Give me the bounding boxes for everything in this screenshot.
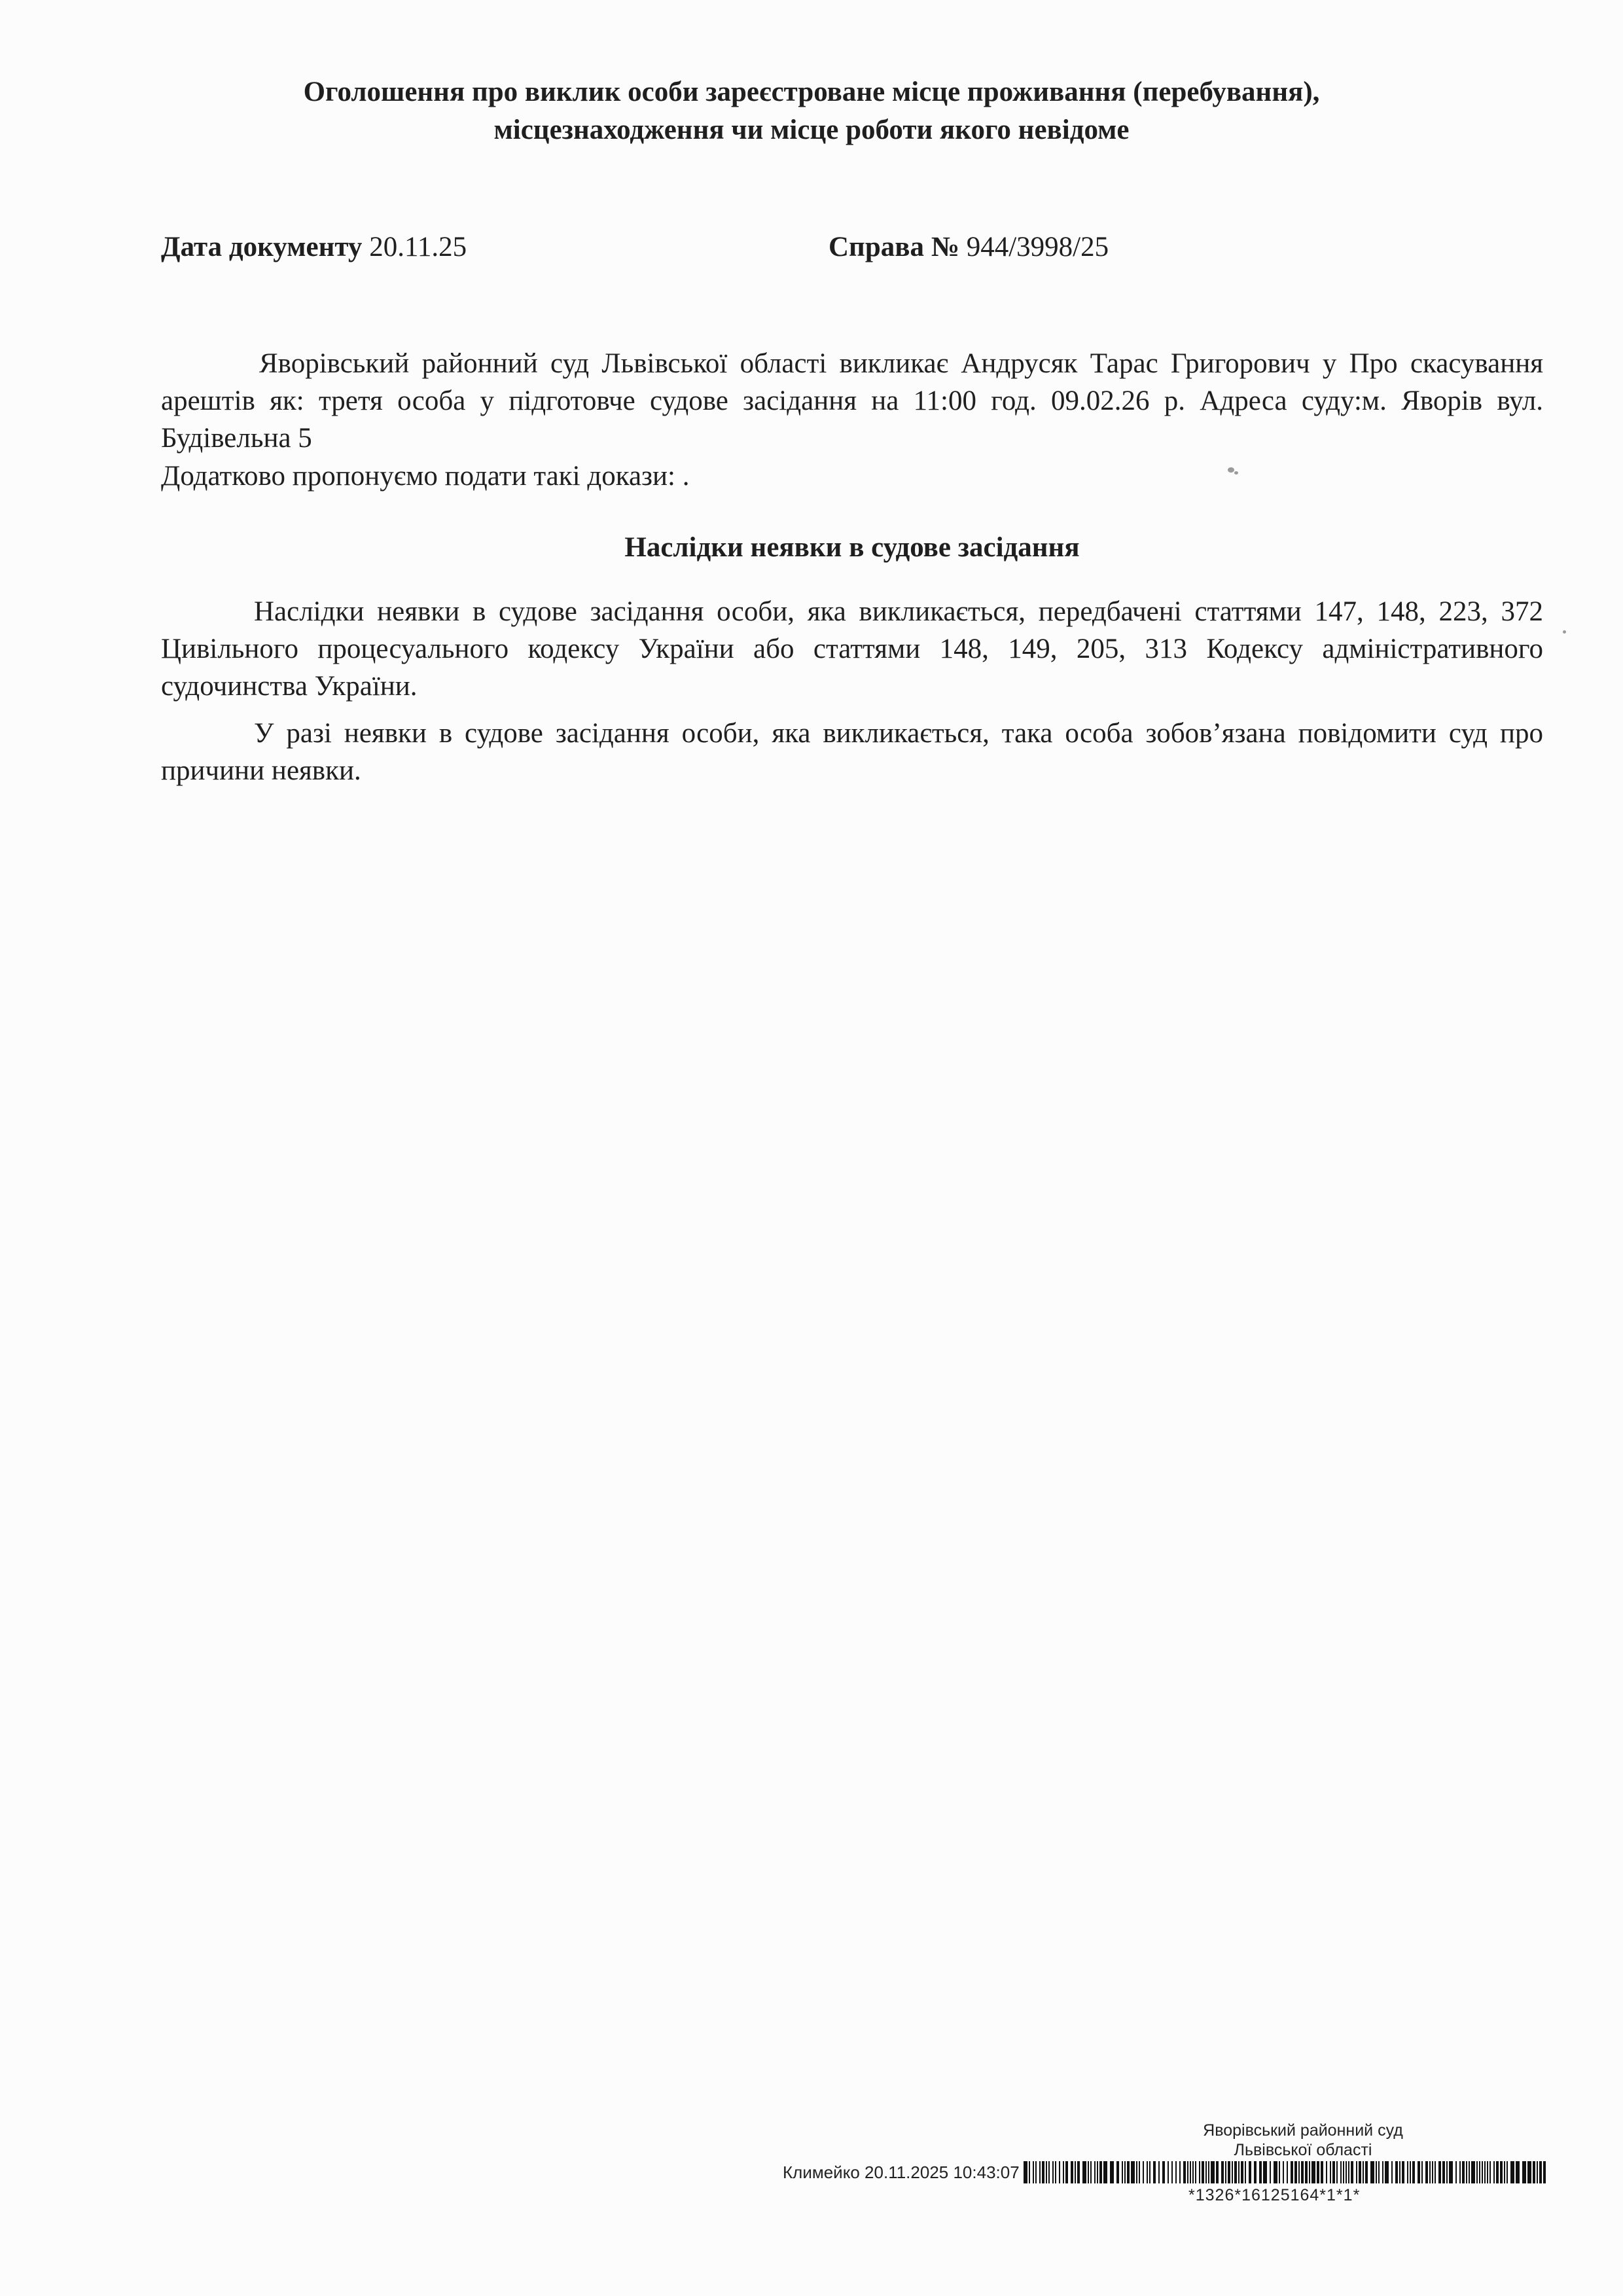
barcode-bar	[1116, 2161, 1119, 2183]
barcode-bar	[1024, 2161, 1027, 2183]
barcode-bar	[1399, 2161, 1400, 2183]
barcode-bar	[1421, 2161, 1423, 2183]
barcode-bar	[1487, 2161, 1488, 2183]
scan-speck	[1563, 630, 1566, 634]
barcode-bar	[1500, 2161, 1503, 2183]
barcode-bar	[1063, 2161, 1064, 2183]
barcode-bar	[1171, 2161, 1173, 2183]
barcode-bar	[1099, 2161, 1102, 2183]
barcode-bar	[1449, 2161, 1453, 2183]
additional-evidence-paragraph: Додатково пропонуємо подати такі докази: .	[161, 461, 690, 492]
barcode-bar	[1365, 2161, 1368, 2183]
barcode-bar	[1225, 2161, 1226, 2183]
barcode-bar	[1183, 2161, 1186, 2183]
barcode-bar	[1391, 2161, 1393, 2183]
barcode-bar	[1356, 2161, 1357, 2183]
barcode-bar	[1459, 2161, 1461, 2183]
stamp-clerk-row	[783, 2161, 1547, 2183]
barcode-bar	[1147, 2161, 1148, 2183]
barcode-bar	[1326, 2161, 1327, 2183]
barcode-bar	[1305, 2161, 1308, 2183]
stamp-court-line-1: Яворівський районний суд	[1203, 2121, 1403, 2140]
barcode-bar	[1469, 2161, 1470, 2183]
barcode-bar	[1039, 2161, 1041, 2183]
case-label: Справа №	[829, 232, 959, 262]
barcode-bar	[1279, 2161, 1280, 2183]
barcode-bar	[1539, 2161, 1542, 2183]
barcode-bar	[1321, 2161, 1323, 2183]
stamp-court-line-2: Львівської області	[1234, 2141, 1372, 2159]
barcode-bar	[1287, 2161, 1288, 2183]
barcode-bar	[1238, 2161, 1240, 2183]
barcode-bar	[1507, 2161, 1508, 2183]
title-line-1: Оголошення про виклик особи зареєстроване місце проживання (перебування),	[303, 77, 1320, 107]
barcode-bar	[1301, 2161, 1304, 2183]
document-date	[161, 229, 467, 266]
barcode-bar	[1291, 2161, 1293, 2183]
barcode-bar	[1035, 2161, 1037, 2183]
barcode-bar	[1274, 2161, 1277, 2183]
barcode-bar	[1496, 2161, 1499, 2183]
barcode-bar	[1378, 2161, 1380, 2183]
barcode-bar	[1029, 2161, 1030, 2183]
barcode-bar	[1059, 2161, 1060, 2183]
barcode-bar	[1110, 2161, 1114, 2183]
barcode-bar	[1471, 2161, 1475, 2183]
barcode-bar	[1162, 2161, 1165, 2183]
barcode-bar	[1254, 2161, 1257, 2183]
date-value: 20.11.25	[369, 232, 467, 262]
stamp-court-name	[1162, 2121, 1444, 2160]
barcode-bar	[1205, 2161, 1207, 2183]
barcode-bar	[1294, 2161, 1297, 2183]
barcode-bar	[1412, 2161, 1415, 2183]
barcode-bar	[1168, 2161, 1169, 2183]
barcode-bar	[1270, 2161, 1271, 2183]
barcode-bar	[1432, 2161, 1433, 2183]
stamp-clerk-timestamp: Климейко 20.11.2025 10:43:07	[783, 2162, 1020, 2182]
case-number	[829, 229, 1109, 266]
barcode-bar	[1493, 2161, 1495, 2183]
barcode-bar	[1259, 2161, 1262, 2183]
barcode-bar	[1446, 2161, 1448, 2183]
barcode-bar	[1340, 2161, 1342, 2183]
barcode-bar	[1346, 2161, 1347, 2183]
barcode-bar	[1343, 2161, 1344, 2183]
barcode-bar	[1075, 2161, 1076, 2183]
consequences-heading: Наслідки неявки в судове засідання	[624, 532, 1080, 563]
barcode-bar	[1311, 2161, 1315, 2183]
barcode-bar	[1249, 2161, 1251, 2183]
barcode	[1024, 2161, 1547, 2183]
barcode-bar	[1202, 2161, 1204, 2183]
barcode-bar	[1429, 2161, 1431, 2183]
scan-speck	[1228, 467, 1234, 473]
barcode-bar	[1382, 2161, 1383, 2183]
scan-speck	[1234, 471, 1238, 475]
barcode-bar	[1143, 2161, 1144, 2183]
registration-stamp	[783, 2121, 1545, 2232]
barcode-bar	[1122, 2161, 1123, 2183]
barcode-bar	[1435, 2161, 1436, 2183]
barcode-bar	[1283, 2161, 1284, 2183]
barcode-bar	[1363, 2161, 1364, 2183]
barcode-bar	[1071, 2161, 1073, 2183]
barcode-bar	[1482, 2161, 1483, 2183]
consequences-paragraph: Наслідки неявки в судове засідання особи, яка викликається, передбачені статтями 147, 148, 223, 372 Цивільного процесуального кодексу України або статтями 148, 149, 205, 313 Кодексу адміністративного судочинства України.	[161, 596, 1543, 702]
barcode-bar	[1484, 2161, 1486, 2183]
barcode-bar	[1234, 2161, 1237, 2183]
barcode-code: *1326*16125164*1*1*	[1188, 2186, 1361, 2204]
barcode-bar	[1370, 2161, 1374, 2183]
barcode-bar	[1192, 2161, 1194, 2183]
barcode-bar	[1241, 2161, 1243, 2183]
barcode-bar	[1228, 2161, 1230, 2183]
barcode-bar	[1351, 2161, 1353, 2183]
barcode-bar	[1309, 2161, 1310, 2183]
barcode-bar	[1522, 2161, 1526, 2183]
barcode-bar	[1489, 2161, 1491, 2183]
date-label: Дата документу	[161, 232, 363, 262]
title-line-2: місцезнаходження чи місце роботи якого невідоме	[493, 115, 1130, 145]
barcode-bar	[1179, 2161, 1181, 2183]
barcode-bar	[1094, 2161, 1096, 2183]
barcode-bar	[1175, 2161, 1177, 2183]
barcode-bar	[1298, 2161, 1300, 2183]
announcement-title	[196, 73, 1427, 149]
barcode-bar	[1527, 2161, 1531, 2183]
barcode-bar	[1385, 2161, 1389, 2183]
barcode-bar	[1455, 2161, 1457, 2183]
barcode-bar	[1476, 2161, 1478, 2183]
barcode-bar	[1124, 2161, 1126, 2183]
barcode-bar	[1052, 2161, 1054, 2183]
barcode-bar	[1139, 2161, 1140, 2183]
barcode-bar	[1462, 2161, 1465, 2183]
barcode-bar	[1537, 2161, 1538, 2183]
barcode-bar	[1402, 2161, 1404, 2183]
barcode-bar	[1211, 2161, 1215, 2183]
barcode-bar	[1232, 2161, 1233, 2183]
barcode-bar	[1136, 2161, 1137, 2183]
barcode-bar	[1221, 2161, 1224, 2183]
barcode-bar	[1332, 2161, 1335, 2183]
barcode-bar	[1082, 2161, 1086, 2183]
summons-paragraph: Яворівський районний суд Львівської області викликає Андрусяк Тарас Григорович у Про скасування арештів як: третя особа у підготовче судове засідання на 11:00 год. 09.02.26 р. Адреса суду:м. Яворів вул. Будівельна 5	[161, 348, 1543, 454]
barcode-bar	[1199, 2161, 1200, 2183]
barcode-bar	[1088, 2161, 1089, 2183]
barcode-bar	[1216, 2161, 1219, 2183]
barcode-bar	[1158, 2161, 1160, 2183]
barcode-bar	[1103, 2161, 1107, 2183]
barcode-bar	[1418, 2161, 1420, 2183]
barcode-bar	[1065, 2161, 1068, 2183]
barcode-bar	[1097, 2161, 1098, 2183]
barcode-bar	[1466, 2161, 1467, 2183]
barcode-bar	[1263, 2161, 1267, 2183]
barcode-bar	[1195, 2161, 1196, 2183]
barcode-bar	[1055, 2161, 1056, 2183]
barcode-bar	[1438, 2161, 1441, 2183]
barcode-bar	[1510, 2161, 1514, 2183]
barcode-bar	[1042, 2161, 1044, 2183]
barcode-bar	[1336, 2161, 1338, 2183]
barcode-bar	[1533, 2161, 1535, 2183]
barcode-bar	[1190, 2161, 1191, 2183]
barcode-bar	[1330, 2161, 1331, 2183]
case-value: 944/3998/25	[966, 232, 1109, 262]
barcode-bar	[1479, 2161, 1480, 2183]
barcode-bar	[1516, 2161, 1520, 2183]
barcode-bar	[1131, 2161, 1135, 2183]
barcode-bar	[1410, 2161, 1411, 2183]
barcode-bar	[1033, 2161, 1034, 2183]
barcode-bar	[1149, 2161, 1150, 2183]
barcode-bar	[1077, 2161, 1080, 2183]
barcode-bar	[1090, 2161, 1092, 2183]
barcode-bar	[1153, 2161, 1156, 2183]
barcode-bar	[1359, 2161, 1361, 2183]
barcode-bar	[1348, 2161, 1349, 2183]
barcode-bar	[1407, 2161, 1408, 2183]
barcode-bar	[1245, 2161, 1246, 2183]
barcode-bar	[1048, 2161, 1050, 2183]
barcode-bar	[1425, 2161, 1428, 2183]
barcode-bar	[1442, 2161, 1445, 2183]
barcode-bar	[1543, 2161, 1546, 2183]
barcode-bar	[1187, 2161, 1188, 2183]
barcode-bar	[1376, 2161, 1377, 2183]
barcode-bar	[1317, 2161, 1319, 2183]
barcode-bar	[1395, 2161, 1398, 2183]
barcode-bar	[1046, 2161, 1047, 2183]
barcode-bar	[1127, 2161, 1130, 2183]
barcode-bar	[1504, 2161, 1505, 2183]
notify-paragraph: У разі неявки в судове засідання особи, яка викликається, така особа зобов’язана повідомити суд про причини неявки.	[161, 718, 1543, 786]
barcode-bar	[1208, 2161, 1209, 2183]
